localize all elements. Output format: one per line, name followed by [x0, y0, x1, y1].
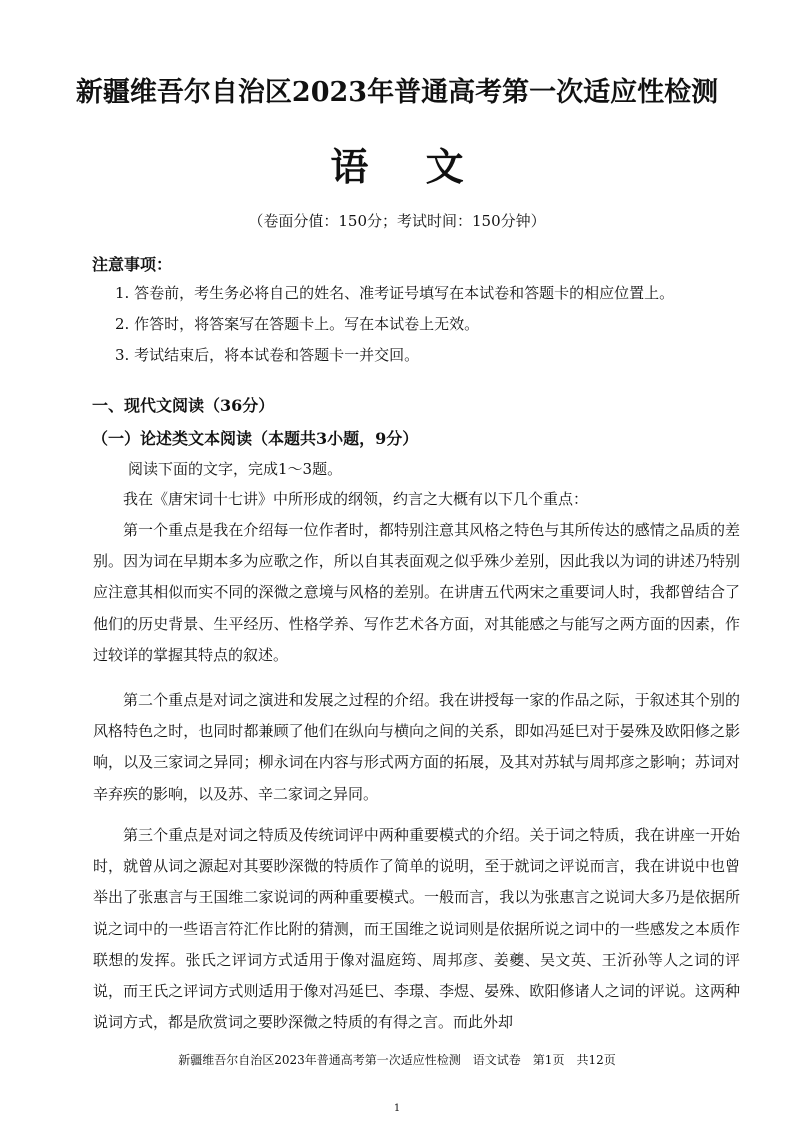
score-time-line: （卷面分值：150分；考试时间：150分钟） — [248, 212, 546, 230]
paragraph-point-1: 第一个重点是我在介绍每一位作者时，都特别注意其风格之特色与其所传达的感情之品质的差别。因为词在早期本多为应歌之作，所以自其表面观之似乎殊少差别，因此我以为词的讲述乃特别应注意其相似而实不同的深微之意境与风格的差别。在讲唐五代两宋之重要词人时，我都曾结合了他们的历史背景、生平经历、性格学养、写作艺术各方面，对其能感之与能写之两方面的因素，作过较详的掌握其特点的叙述。 — [93, 521, 740, 664]
page-number: 1 — [393, 1103, 401, 1114]
paragraph-intro: 我在《唐宋词十七讲》中所形成的纲领，约言之大概有以下几个重点： — [123, 490, 589, 508]
page-footer: 新疆维吾尔自治区2023年普通高考第一次适应性检测 语文试卷 第1页 共12页 — [178, 1053, 616, 1067]
section-heading: 一、现代文阅读（36分） — [92, 396, 275, 415]
paragraph-point-2: 第二个重点是对词之演进和发展之过程的介绍。我在讲授每一家的作品之际，于叙述其个别的风格特色之时，也同时都兼顾了他们在纵向与横向之间的关系，即如冯延巳对于晏殊及欧阳修之影响，以及三家词之异同；柳永词在内容与形式两方面的拓展，及其对苏轼与周邦彦之影响；苏词对辛弃疾的影响，以及苏、辛二家词之异同。 — [93, 691, 740, 803]
subject-title: 语 文 — [330, 144, 464, 189]
subsection-heading: （一）论述类文本阅读（本题共3小题，9分） — [92, 429, 419, 448]
paragraph-point-3: 第三个重点是对词之特质及传统词评中两种重要模式的介绍。关于词之特质，我在讲座一开始时，就曾从词之源起对其要眇深微的特质作了简单的说明，至于就词之评说而言，我在讲说中也曾举出了张惠言与王国维二家说词的两种重要模式。一般而言，我以为张惠言之说词大多乃是依据所说之词中的一些语言符汇作比附的猜测，而王国维之说词则是依据所说之词中的一些感发之本质作联想的发挥。张氏之评词方式适用于像对温庭筠、周邦彦、姜夔、吴文英、王沂孙等人之词的评说，而王氏之评词方式则适用于像对冯延巳、李璟、李煜、晏殊、欧阳修诸人之词的评说。这两种说词方式，都是欣赏词之要眇深微之特质的有得之言。而此外却 — [93, 826, 740, 1032]
note-item-2: 2. 作答时，将答案写在答题卡上。写在本试卷上无效。 — [115, 315, 480, 333]
note-item-3: 3. 考试结束后，将本试卷和答题卡一并交回。 — [115, 346, 420, 364]
notes-heading: 注意事项： — [92, 255, 173, 274]
exam-title: 新疆维吾尔自治区2023年普通高考第一次适应性检测 — [75, 77, 719, 108]
reading-instruction: 阅读下面的文字，完成1～3题。 — [128, 460, 343, 478]
note-item-1: 1. 答卷前，考生务必将自己的姓名、准考证号填写在本试卷和答题卡的相应位置上。 — [115, 284, 675, 302]
